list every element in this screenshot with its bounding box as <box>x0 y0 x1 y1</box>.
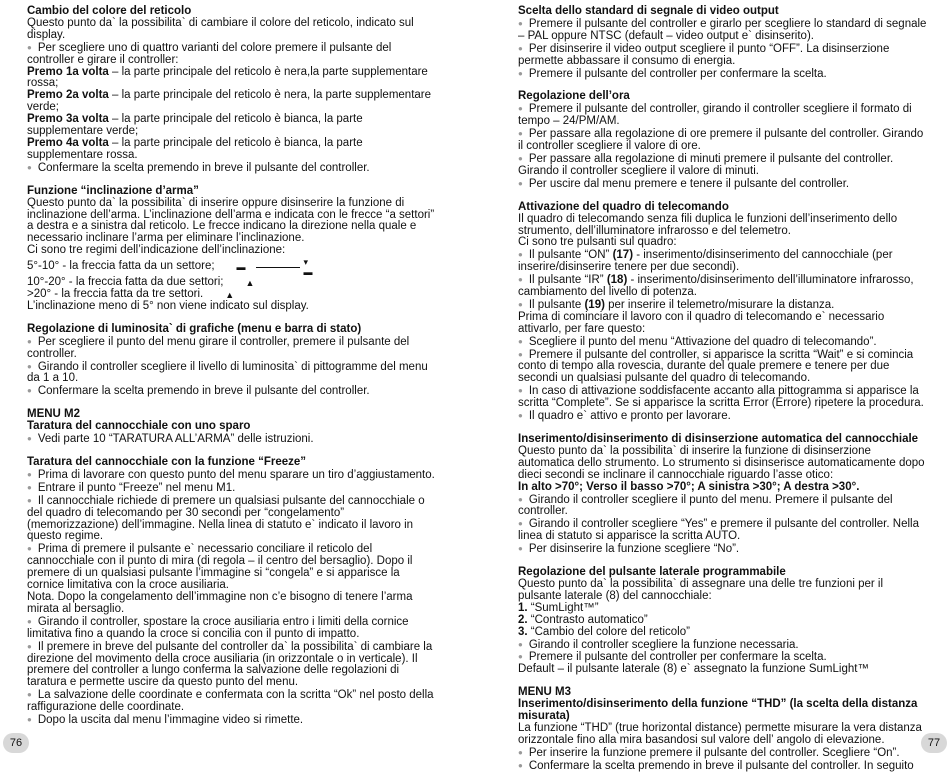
text: Il quadro di telecomando senza fili duplica le funzioni dell’inserimento dello strumento, dell’illuminatore infrarosso e del telemetro. <box>518 212 898 237</box>
bullet-item <box>27 469 437 482</box>
bullet-item <box>27 433 437 446</box>
text: Girando il controller scegliere il punto del menu. Premere il pulsante del controller. <box>518 493 893 518</box>
text: Nota. Dopo la congelamento dell’immagine non c’e bisogno di tenere l’arma mirata al bersaglio. <box>27 590 413 615</box>
text: Scegliere il punto del menu “Attivazione del quadro di telecomando”. <box>528 335 877 348</box>
text: Per disinserire la funzione scegliere “No”. <box>528 543 740 556</box>
bullet-item <box>27 689 437 714</box>
text: Premere il pulsante del controller, si apparisce la scritta “Wait” e si comincia conto di tempo alla rovescia, durante del quale premere e tenere per due secondi un qualsiasi pulsante del quadro di telecomando. <box>518 348 914 385</box>
section-title: MENU M3 <box>518 686 572 699</box>
tilt-text: 5°-10° - la freccia fatta da un settore; <box>27 260 215 273</box>
bullet-item <box>518 336 928 349</box>
section-title: Inserimento/disinserimento di disinserzione automatica del cannocchiale <box>518 433 919 445</box>
bold-label: Premo 2a volta <box>27 89 109 102</box>
paragraph <box>27 90 437 114</box>
bold-ref: (17) <box>612 249 634 262</box>
paragraph <box>518 664 928 676</box>
text: Default – il pulsante laterale (8) e` assegnato la funzione SumLight™ <box>518 663 869 676</box>
tilt-divider <box>256 267 300 268</box>
bullet-item <box>27 616 437 641</box>
section <box>27 186 437 313</box>
paragraph <box>518 312 928 336</box>
bullet-item <box>518 747 928 760</box>
text: Premere il pulsante del controller, girando il controller scegliere il formato di tempo – 24/PM/AM. <box>518 103 912 128</box>
bold-ref: (19) <box>584 298 605 311</box>
section <box>518 6 928 80</box>
bullet-item <box>27 543 437 592</box>
tilt-arrow-icon: ▲ <box>225 289 235 300</box>
bullet-item <box>518 153 928 178</box>
bold-label: Premo 4a volta <box>27 136 109 149</box>
bold-label: 2. <box>518 613 528 626</box>
text: Il pulsante <box>528 298 585 311</box>
paragraph <box>27 67 437 91</box>
text: Ci sono tre regimi dell’indicazione dell’inclinazione: <box>27 244 286 257</box>
section <box>518 687 928 772</box>
bullet-item <box>518 178 928 191</box>
text: Il cannocchiale richiede di premere un qualsiasi pulsante del cannocchiale o del quadro di telecomando per 30 secondi per “congelamento” (memorizzazione) dell’immagine. Nella linea di statuto e` indicato il lavoro in questo regime. <box>27 494 425 543</box>
section <box>518 567 928 676</box>
text: Il pulsante “ON” <box>528 249 613 262</box>
paragraph <box>518 446 928 482</box>
bullet-item <box>27 495 437 544</box>
text: Questo punto da` la possibilita` di inserire oppure disinserire la funzione di inclinazione dell’arma. L’inclinazione dell’arma e indicata con le frecce “a settori” a destra e a sinistra dal reticolo. Le frecce indicano la direzione nella quale e necessario inclinare l’arma per eliminare l’inclinazione. <box>27 196 435 245</box>
text: Dopo la uscita dal menu l’immagine video si rimette. <box>37 714 304 727</box>
tilt-arrow-icon: ▾ ▬ <box>303 257 313 278</box>
paragraph <box>518 237 928 249</box>
tilt-text: 10°-20° - la freccia fatta da due settori; <box>27 276 224 289</box>
section <box>27 409 437 446</box>
tilt-text: >20° - la freccia fatta da tre settori. <box>27 288 204 301</box>
text: La salvazione delle coordinate e confermata con la scritta “Ok” nel posto della raffigurazione delle coordinate. <box>27 689 434 714</box>
text: “Cambio del colore del reticolo” <box>527 625 690 638</box>
bullet-item <box>27 385 437 398</box>
bold-label: 3. <box>518 625 528 638</box>
text: Entrare il punto “Freeze” nel menu M1. <box>37 481 236 494</box>
paragraph <box>518 214 928 238</box>
text: Il quadro e` attivo e pronto per lavorare. <box>528 410 731 423</box>
text: Girando il controller scegliere il livello di luminosita` di pittogramme del menu da 1 a 10. <box>27 360 428 385</box>
tilt-line <box>27 257 437 277</box>
bullet-item <box>518 103 928 128</box>
bullet-item <box>518 639 928 652</box>
bold-ref: (18) <box>606 274 628 287</box>
text: Prima di lavorare con questo punto del menu sparare un tiro d’aggiustamento. <box>37 468 435 481</box>
bullet-item <box>27 336 437 361</box>
section-title: Regolazione dell’ora <box>518 90 630 103</box>
bullet-item <box>518 18 928 43</box>
paragraph <box>518 579 928 603</box>
page-number-left: 76 <box>3 733 29 753</box>
section <box>518 91 928 190</box>
text: Premere il pulsante del controller e girarlo per scegliere lo standard di segnale – PAL oppure NTSC (default – video output e` disinserito). <box>518 17 927 42</box>
bullet-item <box>27 162 437 175</box>
bullet-item <box>27 42 437 67</box>
bullet-item <box>518 349 928 386</box>
paragraph <box>518 482 928 494</box>
section <box>27 324 437 398</box>
bold-label: Premo 3a volta <box>27 113 109 126</box>
text: Per scegliere uno di quattro varianti del colore premere il pulsante del controller e girare il controller: <box>27 41 392 66</box>
section <box>518 434 928 556</box>
bullet-item <box>518 410 928 423</box>
text: “SumLight™” <box>527 601 599 614</box>
section-title: Cambio del colore del reticolo <box>27 5 192 17</box>
paragraph <box>518 723 928 747</box>
section <box>27 6 437 175</box>
bullet-item <box>518 543 928 556</box>
section-title: MENU M2 <box>27 408 81 421</box>
text: Questo punto da` la possibilita` di cambiare il colore del reticolo, indicato sul display. <box>27 16 414 41</box>
text: - inserimento/disinserimento del cannocchiale (per inserire/disinserire tenere per due secondi). <box>518 249 893 274</box>
text: Vedi parte 10 “TARATURA ALL’ARMA” delle istruzioni. <box>37 433 314 446</box>
tilt-arrow-icon: ▬ <box>236 262 246 273</box>
text: – la parte principale del reticolo è nera,la parte supplementare rossa; <box>27 65 428 90</box>
section-title: Attivazione del quadro di telecomando <box>518 200 729 213</box>
bullet-item <box>518 43 928 68</box>
paragraph <box>27 245 437 257</box>
text: “Contrasto automatico” <box>527 613 648 626</box>
text: - inserimento/disinserimento dell’illuminatore infrarosso, cambiamento del livello di potenza. <box>518 274 914 299</box>
bold-label: In alto >70°; Verso il basso >70°; A sinistra >30°; A destra >30°. <box>518 480 860 493</box>
text: Confermare la scelta premendo in breve il pulsante del controller. <box>37 161 370 174</box>
paragraph <box>27 592 437 616</box>
text: Per uscire dal menu premere e tenere il pulsante del controller. <box>528 177 850 190</box>
section-title: Taratura del cannocchiale con la funzione “Freeze” <box>27 456 307 468</box>
text: Prima di premere il pulsante e` necessario conciliare il reticolo del cannocchiale con il punto di mira (di regola – il centro del bersaglio). Dopo il premere di un qualsiasi pulsante l’immagine si “congela” e si apparisce la cornice limitativa con la croce ausiliaria. <box>27 543 413 592</box>
page-number-right: 77 <box>921 733 947 753</box>
text: Per passare alla regolazione di ore premere il pulsante del controller. Girando il controller scegliere il valore di ore. <box>518 128 924 153</box>
paragraph <box>27 18 437 42</box>
text: Girando il controller scegliere “Yes” e premere il pulsante del controller. Nella linea di statuto si apparisce la scritta AUTO. <box>518 518 919 543</box>
section-subtitle: Inserimento/disinserimento della funzione “THD” (la scelta della distanza misurata) <box>518 698 918 723</box>
paragraph <box>518 627 928 639</box>
text: – la parte principale del reticolo è bianca, la parte supplementare rossa. <box>27 136 363 161</box>
section-title: Regolazione di luminosita` di grafiche (menu e barra di stato) <box>27 322 362 335</box>
bullet-item <box>518 274 928 299</box>
text: Ci sono tre pulsanti sul quadro: <box>518 236 677 249</box>
bullet-item <box>518 128 928 153</box>
paragraph <box>27 198 437 246</box>
paragraph: L’inclinazione meno di 5° non viene indicato sul display. <box>27 299 309 312</box>
bullet-item <box>518 494 928 519</box>
section-title: Scelta dello standard di segnale di video output <box>518 5 779 17</box>
bold-label: Premo 1a volta <box>27 65 109 78</box>
section-title: Regolazione del pulsante laterale programmabile <box>518 566 786 579</box>
left-page <box>27 6 437 746</box>
section <box>27 457 437 727</box>
bullet-item <box>518 249 928 274</box>
text: – la parte principale del reticolo è nera, la parte supplementare verde; <box>27 89 432 114</box>
text: Per passare alla regolazione di minuti premere il pulsante del controller. Girando il controller scegliere il valore di minuti. <box>518 152 894 177</box>
section-subtitle: Taratura del cannocchiale con uno sparo <box>27 420 251 433</box>
text: Girando il controller, spostare la croce ausiliaria entro i limiti della cornice limitativa fino a quando la croce si concilia con il punto di impatto. <box>27 615 409 640</box>
bullet-item <box>518 385 928 410</box>
text: Per inserire la funzione premere il pulsante del controller. Scegliere “On”. <box>528 746 900 759</box>
bullet-item <box>27 361 437 386</box>
text: Per scegliere il punto del menu girare il controller, premere il pulsante del controller. <box>27 335 410 360</box>
text: Confermare la scelta premendo in breve il pulsante del controller. <box>37 385 370 398</box>
bullet-item <box>27 482 437 495</box>
bullet-item <box>27 641 437 690</box>
text: La funzione “THD” (true horizontal distance) permette misurare la vera distanza orizzontale fino alla mira basandosi sul valore dell’ angolo di elevazione. <box>518 721 922 746</box>
text: – la parte principale del reticolo è bianca, la parte supplementare verde; <box>27 113 363 138</box>
text: Il premere in breve del pulsante del controller da` la possibilita` di cambiare la direzione del movimento della croce ausiliaria (in orizzontale o in verticale). Il premere del controller a lungo conferma la salvazione delle regolazioni di taratura e permette uscire da questo punto del menu. <box>27 640 433 689</box>
right-page <box>518 5 928 772</box>
paragraph <box>27 114 437 138</box>
bullet-item <box>518 68 928 81</box>
bold-label: 1. <box>518 601 528 614</box>
bullet-item <box>518 518 928 543</box>
text: Premere il pulsante del controller per confermare la scelta. <box>528 651 827 664</box>
text: Il pulsante “IR” <box>528 274 607 287</box>
text: Prima di cominciare il lavoro con il quadro di telecomando e` necessario attivarlo, per fare questo: <box>518 310 885 335</box>
text: Questo punto da` la possibilita` di inserire la funzione di disinserzione automatica dello strumento. Lo strumento si disinserisce automaticamente dopo dieci secondi se inclinare il cannocchiale riguardo l’asse otico: <box>518 444 925 481</box>
text: per inserire il telemetro/misurare la distanza. <box>604 298 835 311</box>
text: Confermare la scelta premendo in breve il pulsante del controller. In seguito <box>528 759 914 772</box>
text: Per disinserire il video output scegliere il punto “OFF”. La disinserzione permette abbassare il consumo di energia. <box>518 42 890 67</box>
text: Premere il pulsante del controller per confermare la scelta. <box>528 67 827 80</box>
bullet-item <box>518 760 928 773</box>
text: Questo punto da` la possibilita` di assegnare una delle tre funzioni per il pulsante laterale (8) del cannocchiale: <box>518 577 884 602</box>
bullet-item <box>27 714 437 727</box>
section <box>518 202 928 423</box>
section-title: Funzione “inclinazione d’arma” <box>27 184 199 197</box>
paragraph <box>27 138 437 162</box>
tilt-arrow-icon: ▲ <box>245 278 255 289</box>
text: In caso di attivazione soddisfacente accanto alla pittogramma si apparisce la scritta “Complete”. Se si apparisce la scritta Error (Errore) ripetere la procedura. <box>518 385 924 410</box>
text: Girando il controller scegliere la funzione necessaria. <box>528 638 799 651</box>
